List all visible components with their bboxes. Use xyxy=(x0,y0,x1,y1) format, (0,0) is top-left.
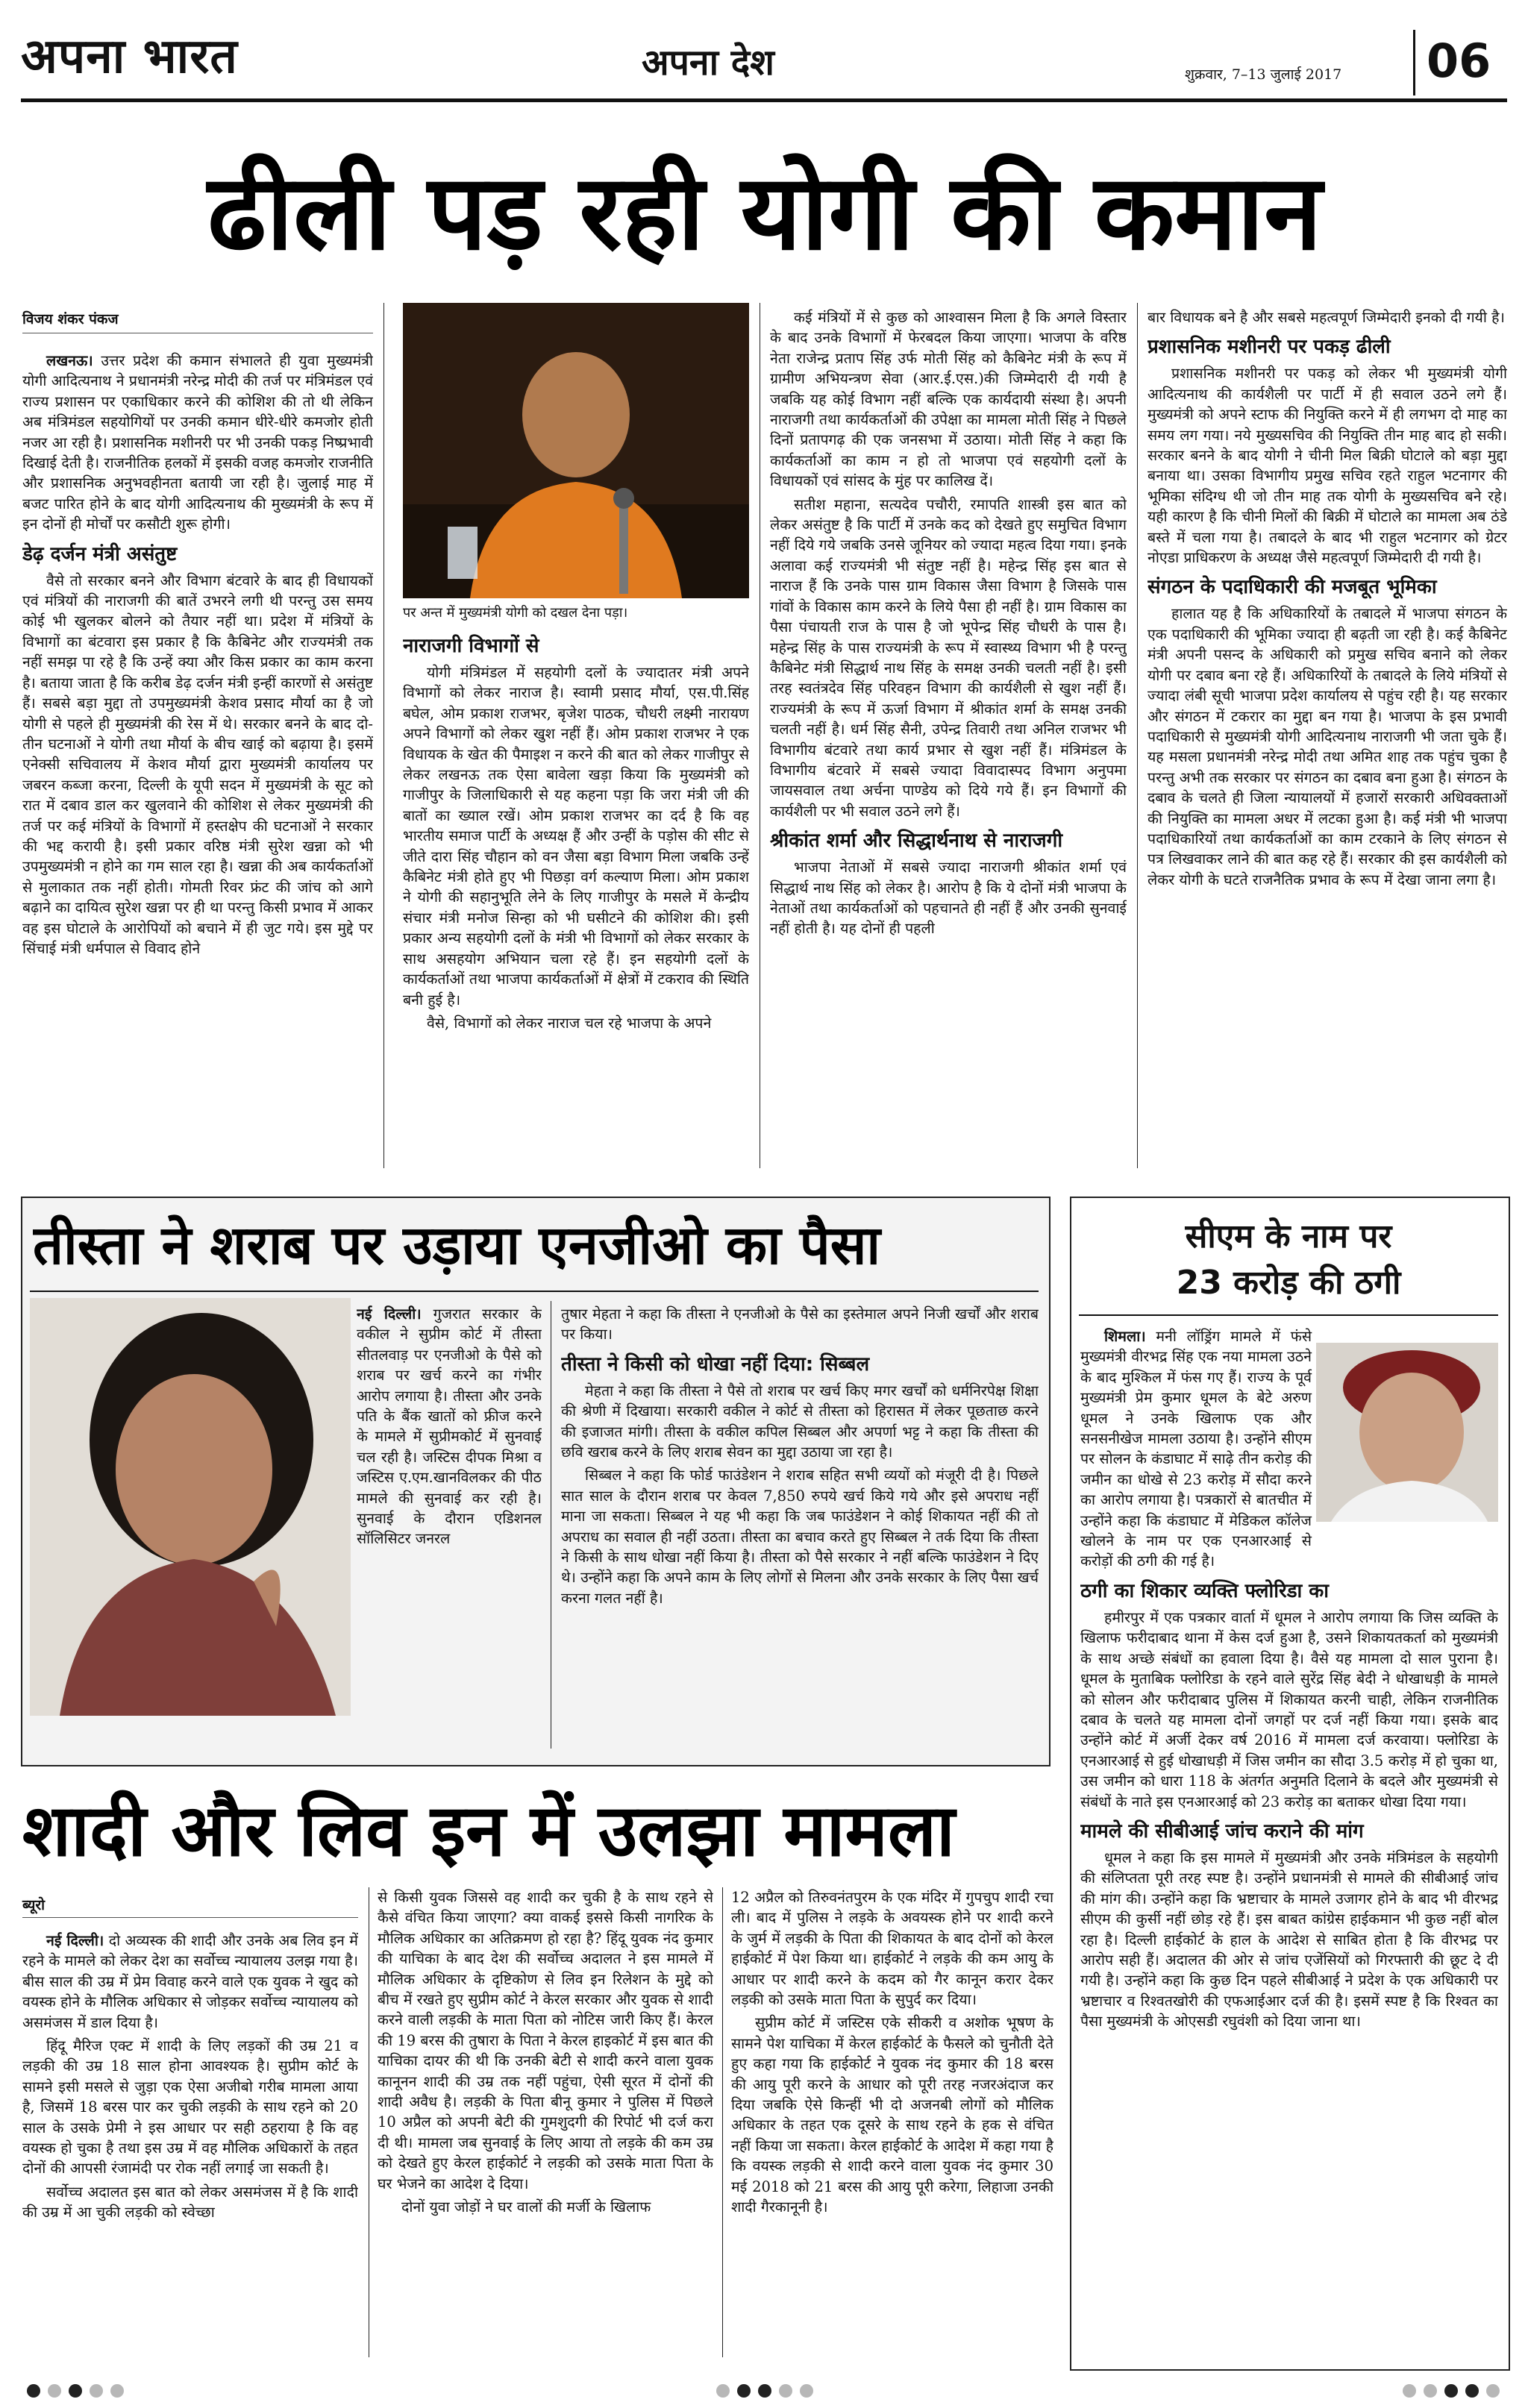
paragraph: योगी मंत्रिमंडल में सहयोगी दलों के ज्यादातर मंत्री अपने विभागों को लेकर नाराज है। स्वामी प्रसाद मौर्या, एस.पी.सिंह बघेल, ओम प्रकाश राजभर, बृजेश पाठक, चौधरी लक्ष्मी नारायण अपने विभागों को लेकर खुश नहीं हैं। ओम प्रकाश राजभर ने एक विधायक के खेत की पैमाइश न करने की बात को लेकर गाजीपुर से लेकर लखनऊ तक ऐसा बावेला खड़ा किया कि मुख्यमंत्री को गाजीपुर के जिलाधिकारी से यह कहना पड़ा कि जरा मंत्री जी की बातों का ख्याल रखें। ओम प्रकाश राजभर का दर्द है कि वह भारतीय समाज पार्टी के अध्यक्ष हैं और उन्हीं के पड़ोस की सीट से जीते दारा सिंह चौहान को वन जैसा बड़ा विभाग मिला जबकि उन्हें कैबिनेट मंत्री होते हुए भी पिछड़ा वर्ग कल्याण मिला। ओम प्रकाश ने योगी की सहानुभूति लेने के लिए गाजीपुर के मसले में केन्द्रीय संचार मंत्री मनोज सिन्हा को भी घसीटने की कोशिश की। इसी प्रकार अन्य सहयोगी दलों के मंत्री भी विभागों को लेकर सरकार के साथ असहयोग अभियान चला रहे हैं। इन सहयोगी दलों के कार्यकर्ताओं तथा भाजपा कार्यकर्ताओं में क्षेत्रों में टकराव की स्थिति बनी हुई है। xyxy=(403,664,749,1009)
dateline: लखनऊ। xyxy=(46,352,93,369)
story1-headline: ढीली पड़ रही योगी की कमान xyxy=(207,152,1322,274)
story1-column-2 xyxy=(403,634,749,1164)
footer-dot xyxy=(48,2384,61,2398)
paragraph: उत्तर प्रदेश की कमान संभालते ही युवा मुख्यमंत्री योगी आदित्यनाथ ने प्रधानमंत्री नरेन्द्र मोदी की तर्ज पर मंत्रिमंडल एवं राज्य प्रशासन पर एकाधिकार करने की कोशिश की तो थी लेकिन अब मंत्रिमंडल सहयोगियों पर उनकी कमान धीरे-धीरे कमजोर होती नजर आ रही है। प्रशासनिक मशीनरी पर भी उनकी पकड़ निष्प्रभावी दिखाई देती है। राजनीतिक हलकों में इसकी वजह कमजोर राजनीति और प्रशासनिक अनुभवहीनता बतायी जा रही है। जुलाई माह में बजट पारित होने के बाद योगी आदित्यनाथ की मुख्यमंत्री के रूप में इन दोनों ही मोर्चों पर कसौटी शुरू होगी। xyxy=(22,352,373,533)
headline-rule xyxy=(1079,1314,1498,1316)
footer-dot xyxy=(716,2384,730,2398)
paragraph: 12 अप्रैल को तिरुवनंतपुरम के एक मंदिर में गुपचुप शादी रचा ली। बाद में पुलिस ने लड़के के अवयस्क होने पर शादी करने के जुर्म में लड़की के पिता की शिकायत के बाद दोनों को केरल हाईकोर्ट में पेश किया था। हाईकोर्ट ने लड़के की कम आयु के आधार पर शादी करने के कदम को गैर कानून करार देकर लड़की को उसके माता पिता के सुपुर्द कर दिया। xyxy=(731,1889,1053,2009)
footer-dot xyxy=(737,2384,751,2398)
paragraph: सिब्बल ने कहा कि फोर्ड फाउंडेशन ने शराब सहित सभी व्ययों को मंजूरी दी है। पिछले सात साल के दौरान शराब पर केवल 7,850 रुपये खर्च किये गये और इसे अपराध नहीं माना जा सकता। सिब्बल ने यह भी कहा कि जब फाउंडेशन ने कोई शिकायत नहीं की तो अपराध का सवाल ही नहीं उठता। तीस्ता का बचाव करते हुए सिब्बल ने तर्क दिया कि तीस्ता ने किसी के साथ धोखा नहीं किया है। तीस्ता को पैसे सरकार ने नहीं बल्कि फाउंडेशन ने दिए थे। उन्होंने कहा कि अपने काम के लिए लोगों से मिलना और उनके सरकार के लिए पैसा खर्च करना गलत नहीं है। xyxy=(561,1467,1039,1607)
paragraph: हमीरपुर में एक पत्रकार वार्ता में धूमल ने आरोप लगाया कि जिस व्यक्ति के खिलाफ फरीदाबाद थाना में केस दर्ज हुआ है, उसने शिकायतकर्ता को मुख्यमंत्री के साथ अच्छे संबंधों का हवाला दिया है। वैसे यह मामला दो साल पुराना है। धूमल के मुताबिक फ्लोरिडा के रहने वाले सुरेंद्र सिंह बेदी ने धोखाधड़ी के मामले को सोलन और फरीदाबाद पुलिस में शिकायत करनी चाही, लेकिन राजनीतिक दबाव के चलते यह मामला दोनों जगहों पर दर्ज नहीं किया गया। इसके बाद उन्होंने कोर्ट में अर्जी देकर वर्ष 2016 में मामला दर्ज करवाया। फ्लोरिडा के एनआरआई से हुई धोखाधड़ी में जिस जमीन का सौदा 3.5 करोड़ में हो चुका था, उस जमीन को धारा 118 के अंतर्गत अनुमति दिलाने के बदले और मुख्यमंत्री से संबंधों के नाते इस एनआरआई को 23 करोड़ का बताकर धोखा दिया गया। xyxy=(1080,1608,1498,1810)
yogi-photo xyxy=(403,303,749,598)
page-number-divider xyxy=(1413,30,1415,95)
paragraph: हालात यह है कि अधिकारियों के तबादले में भाजपा संगठन के एक पदाधिकारी की भूमिका ज्यादा ही बढ़ती जा रही है। कई कैबिनेट मंत्री अपनी पसन्द के अधिकारी को प्रमुख सचिव बनाने को लेकर योगी पर दबाव बना रहे हैं। अधिकारियों के तबादले के लिये मंत्रियों से ज्यादा लंबी सूची भाजपा प्रदेश कार्यालय से पहुंच रही है। यह सरकार और संगठन में टकरार का मुद्दा बन गया है। भाजपा के इस प्रभावी पदाधिकारी से मुख्यमंत्री योगी आदित्यनाथ नाराजगी भी जता चुके हैं। यह मसला प्रधानमंत्री नरेन्द्र मोदी तथा अमित शाह तक पहुंच चुका है परन्तु अभी तक सरकार पर संगठन का दबाव बना हुआ है। संगठन के दबाव के चलते ही जिला न्यायालयों में हजारों सरकारी अधिवक्ताओं की नियुक्ति का मामला अधर में लटका हुआ है। कई मंत्री भी भाजपा पदाधिकारियों तथा कार्यकर्ताओं का काम टरकाने के लिए संगठन से पत्र लिखवाकर लाने की बात कह रहे हैं। सरकार की इस कार्यशैली को लेकर योगी के घटते राजनैतिक प्रभाव के रूप में देखा जाना लगा है। xyxy=(1147,605,1507,888)
story4-column-2 xyxy=(378,1887,713,2357)
dateline: नई दिल्ली। xyxy=(357,1305,422,1323)
paper-name: अपना भारत xyxy=(21,29,238,84)
byline-rule xyxy=(22,1917,358,1918)
paragraph: सुप्रीम कोर्ट में जस्टिस एके सीकरी व अशोक भूषण के सामने पेश याचिका में केरल हाईकोर्ट के फैसले को चुनौती देते हुए कहा गया कि हाईकोर्ट ने युवक नंद कुमार की 18 बरस की आयु पूरी करने के आधार को पूरी तरह नजरअंदाज कर दिया जबकि ऐसे किन्हीं भी दो अजनबी लोगों को मौलिक अधिकार के तहत एक दूसरे के साथ रहने के हक से वंचित नहीं किया जा सकता। केरल हाईकोर्ट के आदेश में कहा गया है कि वयस्क लड़की से शादी करने वाला युवक नंद कुमार 30 मई 2018 को 21 बरस की आयु पूरी करेगा, लिहाजा उनकी शादी गैरकानूनी है। xyxy=(731,2014,1053,2216)
footer-dot xyxy=(69,2384,82,2398)
masthead-rule xyxy=(21,98,1507,102)
story3-column xyxy=(1080,1326,1498,2363)
paragraph: मनी लॉड्रिंग मामले में फंसे मुख्यमंत्री वीरभद्र सिंह एक नया मामला उठने के बाद मुश्किल में फंस गए हैं। राज्य के पूर्व मुख्यमंत्री प्रेम कुमार धूमल के बेटे अरुण धूमल ने उनके खिलाफ एक और सनसनीखेज मामला उठाया है। उन्होंने सीएम पर सोलन के कंडाघाट में साढ़े तीन करोड़ की जमीन का धोखे से 23 करोड़ में सौदा करने का आरोप लगाया है। पत्रकारों से बातचीत में उन्होंने कहा कि कंडाघाट में मेडिकल कॉलेज खोलने के नाम पर एक एनआरआई से करोड़ों की ठगी की गई है। xyxy=(1080,1328,1312,1570)
photo-caption: पर अन्त में मुख्यमंत्री योगी को दखल देना पड़ा। xyxy=(403,605,628,621)
story1-column-4 xyxy=(1147,307,1507,1165)
paragraph: मेहता ने कहा कि तीस्ता ने पैसे तो शराब पर खर्च किए मगर खर्चों को धर्मनिरपेक्ष शिक्षा की श्रेणी में दिखाया। सरकारी वकील ने कोर्ट से तीस्ता को हिरासत में लेकर पूछताछ करने की इजाजत मांगी। तीस्ता के वकील कपिल सिब्बल और अपर्णा भट्ट ने कहा कि तीस्ता की छवि खराब करने के लिए शराब सेवन का मुद्दा उठाया जा रहा है। xyxy=(561,1382,1039,1461)
paragraph: दोनों युवा जोड़ों ने घर वालों की मर्जी के खिलाफ xyxy=(401,2198,651,2216)
paragraph: भाजपा नेताओं में सबसे ज्यादा नाराजगी श्रीकांत शर्मा एवं सिद्धार्थ नाथ सिंह को लेकर है। आरोप है कि ये दोनों मंत्री भाजपा के नेताओं तथा कार्यकर्ताओं को पहचानते ही नहीं हैं और उनकी सुनवाई नहीं होती है। यह दोनों ही पहली xyxy=(770,859,1127,938)
footer-dots-left xyxy=(27,2384,124,2398)
paragraph: वैसे तो सरकार बनने और विभाग बंटवारे के बाद ही विधायकों एवं मंत्रियों की नाराजगी की बातें उभरने लगी थी परन्तु उस समय कोई भी खुलकर बोलने को तैयार नहीं था। प्रदेश में मंत्रियों के विभागों का बंटवारा इस प्रकार है कि कैबिनेट और राज्यमंत्री तक नहीं समझ पा रहे है कि उन्हें क्या और किस प्रकार का काम करना है। बताया जाता है कि करीब डेढ़ दर्जन मंत्री इन्हीं कारणों से असंतुष्ट हैं। सबसे बड़ा मुद्दा तो उपमुख्यमंत्री केशव प्रसाद मौर्या का है जो योगी से पहले ही मुख्यमंत्री की रेस में थे। सरकार बनने के बाद दो-तीन घटनाओं ने योगी तथा मौर्या के बीच खाई को बढ़ाया है। इसमें एनेक्सी सचिवालय में केशव मौर्या द्वारा मुख्यमंत्री कार्यालय पर जबरन कब्जा करना, दिल्ली के यूपी सदन में मुख्यमंत्री के सूट को रात में दबाव डाल कर खुलवाने की कोशिश से लेकर मुख्यमंत्री की तर्ज पर कई मंत्रियों के विभागों में हस्तक्षेप की घटनाओं ने सरकार की भद्द करायी है। इसी प्रकार वरिष्ठ मंत्री सुरेश खन्ना को भी उपमुख्यमंत्री न होने का गम साल रहा है। खन्ना की अब कार्यकर्ताओं से मुलाकात तक नहीं होती। गोमती रिवर फ्रंट की जांच को आगे बढ़ाने का दायित्व सुरेश खन्ना पर ही था परन्तु किसी प्रभाव में आकर वह इस घोटाले के आरोपियों को बचाने में ही जुट गये। इस मुद्दे पर सिंचाई मंत्री धर्मपाल से विवाद होने xyxy=(22,571,373,957)
paragraph: वैसे, विभागों को लेकर नाराज चल रहे भाजपा के अपने xyxy=(427,1014,712,1032)
story4-headline: शादी और लिव इन में उलझा मामला xyxy=(22,1789,955,1872)
subheading: संगठन के पदाधिकारी की मजबूत भूमिका xyxy=(1147,576,1437,599)
footer-dot xyxy=(1486,2384,1500,2398)
teesta-photo xyxy=(30,1298,351,1716)
page-number: 06 xyxy=(1427,34,1491,88)
headline-rule xyxy=(30,1291,1039,1292)
story1-byline: विजय शंकर पंकज xyxy=(22,311,119,327)
footer-dot xyxy=(800,2384,813,2398)
subheading: ठगी का शिकार व्यक्ति फ्लोरिडा का xyxy=(1080,1579,1329,1602)
subheading: मामले की सीबीआई जांच कराने की मांग xyxy=(1080,1819,1364,1843)
footer-dot xyxy=(110,2384,124,2398)
paragraph: सतीश महाना, सत्यदेव पचौरी, रमापति शास्त्री इस बात को लेकर असंतुष्ट है कि पार्टी में उनके कद को देखते हुए समुचित विभाग नहीं दिये गये जबकि उनसे जूनियर को ज्यादा महत्व दिया गया। इनके अलावा कई राज्यमंत्री भी संतुष्ट नहीं है। महेन्द्र सिंह इस बात से नाराज हैं कि उनके पास ग्राम विकास जैसा विभाग है जिसके पास गांवों के विकास काम करने के लिये पैसा ही नहीं है। ग्राम विकास का पैसा पंचायती राज के पास है जो भूपेन्द्र सिंह चौधरी के पास है। महेन्द्र सिंह के पास राज्यमंत्री के रूप में स्वास्थ्य विभाग भी है परन्तु कैबिनेट मंत्री सिद्धार्थ नाथ सिंह के समक्ष उनकी चलती नहीं है। इसी तरह स्वतंत्रदेव सिंह परिवहन विभाग की कार्यशैली से खुश नहीं हैं। राज्यमंत्री के रूप में ऊर्जा विभाग में श्रीकांत शर्मा के समक्ष उनकी चलती नहीं है। धर्म सिंह सैनी, उपेन्द्र तिवारी तथा अनिल राजभर भी विभागीय बंटवारे तथा कार्य प्रभार से खुश नहीं हैं। मंत्रिमंडल के विभागीय बंटवारे में सबसे ज्यादा विवादास्पद विभाग अनुपमा जायसवाल तथा अर्चना पाण्डेय को दिये गये हैं। इन विभागों की कार्यशैली पर भी सवाल उठने लगे हैं। xyxy=(770,495,1127,820)
story3-headline-line1: सीएम के नाम पर xyxy=(1185,1217,1392,1255)
story4-column-3 xyxy=(731,1887,1053,2357)
footer-dot xyxy=(1424,2384,1437,2398)
portrait-illustration xyxy=(30,1298,351,1716)
footer-dot xyxy=(90,2384,103,2398)
portrait-illustration xyxy=(403,303,749,598)
story4-byline: ब्यूरो xyxy=(22,1897,46,1913)
issue-date: शुक्रवार, 7–13 जुलाई 2017 xyxy=(1185,66,1342,83)
subheading: नाराजगी विभागों से xyxy=(403,635,539,657)
paragraph: दो अव्यस्क की शादी और उनके अब लिव इन में रहने के मामले को लेकर देश का सर्वोच्च न्यायालय उलझ गया है। बीस साल की उम्र में प्रेम विवाह करने वाले एक युवक ने खुद को वयस्क होने के मौलिक अधिकार से जोड़कर सर्वोच्च न्यायालय को असमंजस में डाल दिया है। xyxy=(22,1932,358,2031)
story2-headline: तीस्ता ने शराब पर उड़ाया एनजीओ का पैसा xyxy=(33,1214,881,1276)
masthead xyxy=(0,0,1528,112)
footer-dot xyxy=(1403,2384,1416,2398)
story4-column-1 xyxy=(22,1931,358,2348)
paragraph: सर्वोच्च अदालत इस बात को लेकर असमंजस में है कि शादी की उम्र में आ चुकी लड़की को स्वेच्छा xyxy=(22,2183,358,2222)
paragraph: तुषार मेहता ने कहा कि तीस्ता ने एनजीओ के पैसे का इस्तेमाल अपने निजी खर्चों और शराब पर किया। xyxy=(561,1305,1039,1343)
paragraph: बार विधायक बने है और सबसे महत्वपूर्ण जिम्मेदारी इनको दी गयी है। xyxy=(1147,309,1505,326)
paragraph: हिंदू मैरिज एक्ट में शादी के लिए लड़कों की उम्र 21 व लड़की की उम्र 18 साल होना आवश्यक है। सुप्रीम कोर्ट के सामने इसी मसले से जुड़ा एक ऐसा अजीबो गरीब मामला आया है, जिसमें 18 बरस पार कर चुकी लड़की के साथ रहने को 20 साल के उसके प्रेमी ने इस आधार पर सही ठहराया है कि वह वयस्क हो चुका है तथा इस उम्र में वह मौलिक अधिकारों के तहत दोनों की आपसी रंजामंदी पर रोक नहीं लगाई जा सकती है। xyxy=(22,2037,358,2177)
column-rule xyxy=(722,1887,723,2357)
footer-dot xyxy=(758,2384,771,2398)
story3-headline-line2: 23 करोड़ की ठगी xyxy=(1176,1264,1401,1302)
paragraph: प्रशासनिक मशीनरी पर पकड़ को लेकर भी मुख्यमंत्री योगी आदित्यनाथ की कार्यशैली पर पार्टी में ही सवाल उठने लगे हैं। मुख्यमंत्री को अपने स्टाफ की नियुक्ति करने में ही लगभग दो माह का समय लग गया। नये मुख्यसचिव की नियुक्ति तीन माह बाद हो सकी। सरकार बनने के बाद योगी ने चीनी मिल बिक्री घोटाले को बड़ा मुद्दा बनाया था। उसका विभागीय प्रमुख सचिव रहते राहुल भटनागर की भूमिका संदिग्ध थी जो तीन माह तक योगी के मुख्यसचिव बने रहे। यही कारण है कि चीनी मिलों की बिक्री में घोटाले का मामला अब ठंडे बस्ते में चला गया है। तबादले के बाद भी राहुल भटनागर को ग्रेटर नोएडा प्राधिकरण के अध्यक्ष जैसे महत्वपूर्ण जिम्मेदारी दी गयी है। xyxy=(1147,365,1507,567)
subheading: श्रीकांत शर्मा और सिद्धार्थनाथ से नाराजगी xyxy=(770,830,1063,853)
paragraph: गुजरात सरकार के वकील ने सुप्रीम कोर्ट में तीस्ता सीतलवाड़ पर एनजीओ के पैसे को शराब पर खर्च करने का गंभीर आरोप लगाया है। तीस्ता और उनके पति के बैंक खातों को फ्रीज करने के मामले में सुप्रीमकोर्ट में सुनवाई चल रही है। जस्टिस दीपक मिश्रा व जस्टिस ए.एम.खानविलकर की पीठ मामले की सुनवाई कर रही है। सुनवाई के दौरान एडिशनल सॉलिसिटर जनरल xyxy=(357,1305,542,1548)
subheading: प्रशासनिक मशीनरी पर पकड़ ढीली xyxy=(1147,336,1391,359)
story1-column-3 xyxy=(770,307,1127,1165)
footer-dot xyxy=(27,2384,40,2398)
footer-dots-right xyxy=(1403,2384,1500,2398)
footer-dot xyxy=(1465,2384,1479,2398)
dateline: शिमला। xyxy=(1104,1328,1146,1345)
footer-dots-center xyxy=(716,2384,813,2398)
section-title: अपना देश xyxy=(642,42,774,84)
footer-dot xyxy=(779,2384,792,2398)
subheading: डेढ़ दर्जन मंत्री असंतुष्ट xyxy=(22,542,178,565)
column-rule xyxy=(383,303,384,1168)
subheading: तीस्ता ने किसी को धोखा नहीं दिया: सिब्बल xyxy=(561,1352,870,1376)
story2-column-2 xyxy=(561,1304,1039,1752)
paragraph: कई मंत्रियों में से कुछ को आश्वासन मिला है कि अगले विस्तार के बाद उनके विभागों में फेरबदल किया जाएगा। भाजपा के वरिष्ठ नेता राजेन्द्र प्रताप सिंह उर्फ मोती सिंह को कैबिनेट मंत्री के रूप में ग्रामीण अभियन्त्रण सेवा (आर.ई.एस.)की जिम्मेदारी दी गयी है जबकि यह कोई विभाग नहीं बल्कि एक कार्यदायी संस्था है। अपनी नाराजगी तथा कार्यकर्ताओं की उपेक्षा का मामला मोती सिंह ने पिछले दिनों प्रतापगढ़ की एक जनसभा में उठाया। मोती सिंह ने कहा कि कार्यकर्ताओं का काम न हो तो भाजपा एवं सहयोगी दलों के विधायकों एवं सांसद के मुंह पर कालिख दें। xyxy=(770,309,1127,490)
paragraph: धूमल ने कहा कि इस मामले में मुख्यमंत्री और उनके मंत्रिमंडल के सहयोगी की संलिप्तता पूरी तरह स्पष्ट है। उन्होंने प्रधानमंत्री से मामले की सीबीआई जांच की मांग की। उन्होंने कहा कि भ्रष्टाचार के मामले उजागर होने के बाद भी वीरभद्र सीएम की कुर्सी नहीं छोड़ रहे हैं। इस बाबत कांग्रेस हाईकमान भी कुछ नहीं बोल रहा है। दिल्ली हाईकोर्ट के हाल के आदेश से साबित होता है कि वीरभद्र पर आरोप सही हैं। अदालत की ओर से जांच एजेंसियों को गिरफ्तारी की छूट दे दी गयी है। उन्होंने कहा कि कुछ दिन पहले सीबीआई ने प्रदेश के एक अधिकारी पर भ्रष्टाचार व रिश्वतखोरी की एफआईआर दर्ज की है। इसमें स्पष्ट है कि रिश्वत का पैसा मुख्यमंत्री के ओएसडी रघुवंशी को दिया जाना था। xyxy=(1080,1849,1498,2031)
story2-column-1 xyxy=(357,1304,542,1722)
column-rule xyxy=(1137,303,1138,1168)
footer-dot xyxy=(1444,2384,1458,2398)
dateline: नई दिल्ली। xyxy=(46,1932,104,1949)
paragraph: से किसी युवक जिससे वह शादी कर चुकी है के साथ रहने से कैसे वंचित किया जाएगा? क्या वाकई इससे किसी नागरिक के मौलिक अधिकार का अतिक्रमण हो रहा है? हिंदू युवक नंद कुमार की याचिका के बाद देश की सर्वोच्च अदालत ने इस मामले में मौलिक अधिकार के दृष्टिकोण से लिव इन रिलेशन के मुद्दे को बीच में रखते हुए सुप्रीम कोर्ट ने केरल सरकार और युवक से शादी करने वाली लड़की के माता पिता को नोटिस जारी किए हैं। केरल की 19 बरस की तुषारा के पिता ने केरल हाइकोर्ट में इस बात की याचिका दायर की थी कि उनकी बेटी से शादी करने वाला युवक कानूनन शादी की उम्र तक नहीं पहुंचा, ऐसी सूरत में दोनों की शादी अवैध है। लड़की के पिता बीनू कुमार ने पुलिस में पिछले 10 अप्रैल को अपनी बेटी की गुमशुदगी की रिपोर्ट भी दर्ज करा दी थी। मामला जब सुनवाई के लिए आया तो लड़के की कम उम्र को देखते हुए केरल हाईकोर्ट ने लड़की को उसके माता पिता के घर भेजने का आदेश दे दिया। xyxy=(378,1889,713,2192)
story1-column-1 xyxy=(22,351,373,1164)
